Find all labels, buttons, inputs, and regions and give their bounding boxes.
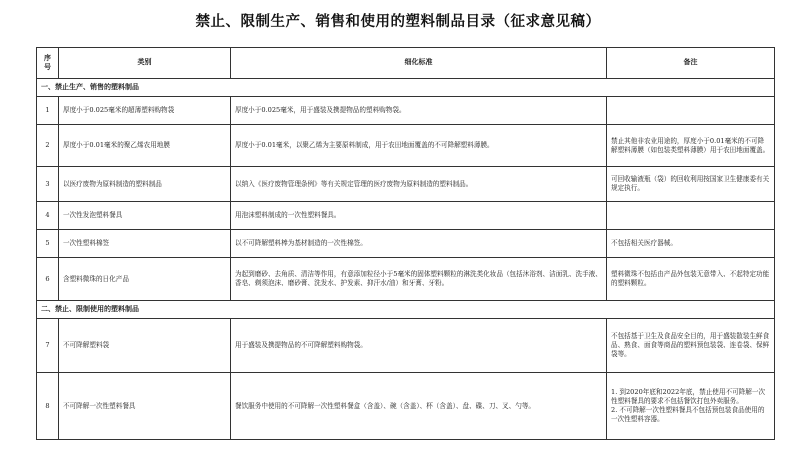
row-num: 3 [37,167,59,202]
table-header-row [37,48,775,79]
row-remark: 不包括基于卫生及食品安全目的，用于盛装散装生鲜食品、熟食、面食等商品的塑料预包装袋、连卷袋、保鲜袋等。 [607,319,775,373]
header-category: 类别 [59,48,231,79]
row-num: 2 [37,125,59,167]
row-remark [607,202,775,230]
row-num: 8 [37,373,59,440]
row-standard: 以纳入《医疗废物管理条例》等有关规定管理的医疗废物为原料制造的塑料制品。 [231,167,607,202]
row-standard: 以不可降解塑料棒为基材制造的一次性棉签。 [231,230,607,258]
page-title: 禁止、限制生产、销售和使用的塑料制品目录（征求意见稿） [195,14,601,30]
section-title: 一、禁止生产、销售的塑料制品 [37,79,775,97]
table-row [37,230,775,258]
row-standard: 用泡沫塑料制成的一次性塑料餐具。 [231,202,607,230]
section-title: 二、禁止、限制使用的塑料制品 [37,301,775,319]
row-remark: 塑料微珠不包括由产品外包装无意带入、不起特定功能的塑料颗粒。 [607,258,775,301]
row-standard: 餐饮服务中使用的不可降解一次性塑料餐盒（含盖）、碗（含盖）、杯（含盖）、盘、碟、刀、叉、勺等。 [231,373,607,440]
table-row [37,202,775,230]
row-remark: 可回收输液瓶（袋）的回收利用按国家卫生健康委有关规定执行。 [607,167,775,202]
row-category: 含塑料微珠的日化产品 [59,258,231,301]
table-row [37,319,775,373]
table-row [37,125,775,167]
row-num: 4 [37,202,59,230]
row-num: 1 [37,97,59,125]
row-remark [607,97,775,125]
row-num: 7 [37,319,59,373]
row-remark: 1. 到2020年底和2022年底，禁止使用不可降解一次性塑料餐具的要求不包括餐饮打包外卖服务。 2. 不可降解一次性塑料餐具不包括预包装食品使用的一次性塑料容器。 [607,373,775,440]
catalog-table [36,47,775,440]
table-row [37,97,775,125]
row-category: 厚度小于0.01毫米的聚乙烯农用地膜 [59,125,231,167]
header-standard: 细化标准 [231,48,607,79]
row-num: 6 [37,258,59,301]
row-standard: 厚度小于0.01毫米，以聚乙烯为主要原料制成，用于农田地面覆盖的不可降解塑料薄膜。 [231,125,607,167]
row-remark: 禁止其他非农业用途的，厚度小于0.01毫米的不可降解塑料薄膜（如包装类塑料薄膜）用于农田地面覆盖。 [607,125,775,167]
row-standard: 为起到磨砂、去角质、清洁等作用，有意添加粒径小于5毫米的固体塑料颗粒的淋洗类化妆品（包括沐浴剂、洁面乳、洗手液、香皂、剃须泡沫、磨砂膏、洗发水、护发素、抑汗水/油）和牙膏、牙粉。 [231,258,607,301]
row-category: 一次性发泡塑料餐具 [59,202,231,230]
row-remark: 不包括相关医疗器械。 [607,230,775,258]
row-category: 厚度小于0.025毫米的超薄塑料购物袋 [59,97,231,125]
row-category: 以医疗废物为原料制造的塑料制品 [59,167,231,202]
table-row [37,258,775,301]
table-row [37,167,775,202]
row-num: 5 [37,230,59,258]
section-row [37,301,775,319]
row-category: 一次性塑料棉签 [59,230,231,258]
row-standard: 厚度小于0.025毫米，用于盛装及携提物品的塑料购物袋。 [231,97,607,125]
section-row [37,79,775,97]
header-num: 序号 [37,48,59,79]
row-standard: 用于盛装及携提物品的不可降解塑料购物袋。 [231,319,607,373]
row-category: 不可降解塑料袋 [59,319,231,373]
header-remark: 备注 [607,48,775,79]
row-category: 不可降解一次性塑料餐具 [59,373,231,440]
table-row [37,373,775,440]
